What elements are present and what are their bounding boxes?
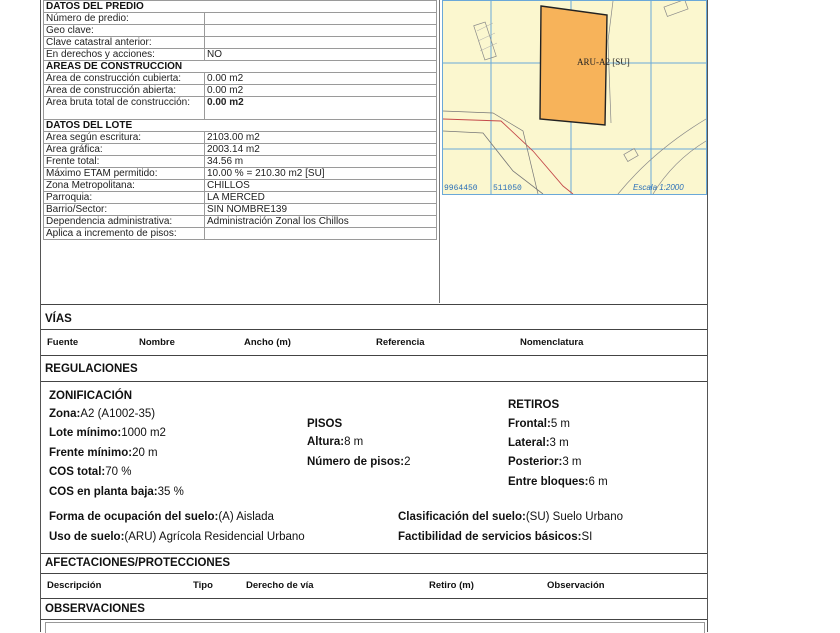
entre-bloques-line: Entre bloques:6 m bbox=[508, 476, 608, 488]
table-row: Área gráfica: 2003.14 m2 bbox=[44, 144, 437, 156]
forma-ocupacion-line: Forma de ocupación del suelo:(A) Aislada bbox=[49, 511, 274, 523]
map-canvas bbox=[443, 1, 706, 194]
predio-table bbox=[43, 0, 437, 240]
table-row: Frente total: 34.56 m bbox=[44, 156, 437, 168]
section-divider bbox=[41, 381, 707, 382]
map-road-line bbox=[443, 119, 573, 194]
section-divider bbox=[41, 553, 707, 554]
frente-minimo-line: Frente mínimo:20 m bbox=[49, 447, 158, 459]
vias-title: VÍAS bbox=[45, 313, 72, 325]
lateral-line: Lateral:3 m bbox=[508, 437, 569, 449]
vias-col-nombre: Nombre bbox=[139, 337, 175, 348]
table-row: Barrio/Sector: SIN NOMBRE139 bbox=[44, 204, 437, 216]
lote-section-title: DATOS DEL LOTE bbox=[44, 120, 437, 132]
retiros-title: RETIROS bbox=[508, 399, 560, 411]
vias-col-ancho: Ancho (m) bbox=[244, 337, 291, 348]
section-divider bbox=[41, 573, 707, 574]
section-divider bbox=[41, 619, 707, 620]
section-divider bbox=[41, 329, 707, 330]
table-row: Área de construcción cubierta: 0.00 m2 bbox=[44, 73, 437, 85]
construccion-section-title: ÁREAS DE CONSTRUCCIÓN bbox=[44, 61, 437, 73]
cos-planta-baja-line: COS en planta baja:35 % bbox=[49, 486, 184, 498]
clasificacion-suelo-line: Clasificación del suelo:(SU) Suelo Urbano bbox=[398, 511, 623, 523]
afect-col-observacion: Observación bbox=[547, 580, 605, 591]
frontal-line: Frontal:5 m bbox=[508, 418, 570, 430]
report-page bbox=[40, 0, 708, 632]
map-building bbox=[664, 1, 688, 16]
table-row: Geo clave: bbox=[44, 25, 437, 37]
table-row: Área de construcción abierta: 0.00 m2 bbox=[44, 85, 437, 97]
map-scale-label: Escala 1:2000 bbox=[633, 183, 684, 192]
section-divider bbox=[41, 598, 707, 599]
lote-minimo-line: Lote mínimo:1000 m2 bbox=[49, 427, 166, 439]
regulaciones-title: REGULACIONES bbox=[45, 363, 138, 375]
table-row: En derechos y acciones: NO bbox=[44, 49, 437, 61]
parcel-map bbox=[442, 0, 707, 195]
table-row: Aplica a incremento de pisos: bbox=[44, 228, 437, 240]
section-divider bbox=[41, 304, 707, 305]
table-row: Área según escritura: 2103.00 m2 bbox=[44, 132, 437, 144]
vias-col-referencia: Referencia bbox=[376, 337, 425, 348]
column-divider bbox=[439, 0, 440, 303]
observaciones-title: OBSERVACIONES bbox=[45, 603, 145, 615]
table-row: Máximo ETAM permitido: 10.00 % = 210.30 m2 [SU] bbox=[44, 168, 437, 180]
uso-suelo-line: Uso de suelo:(ARU) Agrícola Residencial Urbano bbox=[49, 531, 305, 543]
pisos-title: PISOS bbox=[307, 418, 343, 430]
afect-col-descripcion: Descripción bbox=[47, 580, 102, 591]
map-coord-y: 9964450 bbox=[444, 184, 478, 193]
altura-line: Altura:8 m bbox=[307, 436, 364, 448]
predio-data-panel bbox=[43, 0, 437, 240]
numero-pisos-line: Número de pisos:2 bbox=[307, 456, 411, 468]
table-row: Zona Metropolitana: CHILLOS bbox=[44, 180, 437, 192]
observaciones-box bbox=[45, 622, 705, 633]
table-row: Parroquia: LA MERCED bbox=[44, 192, 437, 204]
zonificacion-title: ZONIFICACIÓN bbox=[49, 390, 133, 402]
section-divider bbox=[41, 355, 707, 356]
afect-col-retiro: Retiro (m) bbox=[429, 580, 474, 591]
map-zone-label: ARU-A2 [SU] bbox=[577, 57, 630, 67]
vias-col-nomenclatura: Nomenclatura bbox=[520, 337, 584, 348]
afect-col-tipo: Tipo bbox=[193, 580, 213, 591]
table-row: Dependencia administrativa: Administración Zonal los Chillos bbox=[44, 216, 437, 228]
map-coord-x: 511050 bbox=[493, 184, 522, 193]
table-row: Área bruta total de construcción: 0.00 m2 bbox=[44, 97, 437, 120]
vias-col-fuente: Fuente bbox=[47, 337, 79, 348]
zona-line: Zona:A2 (A1002-35) bbox=[49, 408, 156, 420]
map-hatch bbox=[478, 33, 495, 41]
factibilidad-line: Factibilidad de servicios básicos:SI bbox=[398, 531, 593, 543]
afect-col-derecho-via: Derecho de vía bbox=[246, 580, 314, 591]
cos-total-line: COS total:70 % bbox=[49, 466, 132, 478]
map-building bbox=[474, 22, 497, 60]
predio-section-title: DATOS DEL PREDIO bbox=[44, 1, 437, 13]
afectaciones-title: AFECTACIONES/PROTECCIONES bbox=[45, 557, 231, 569]
map-building bbox=[624, 149, 638, 162]
table-row: Número de predio: bbox=[44, 13, 437, 25]
table-row: Clave catastral anterior: bbox=[44, 37, 437, 49]
posterior-line: Posterior:3 m bbox=[508, 456, 582, 468]
